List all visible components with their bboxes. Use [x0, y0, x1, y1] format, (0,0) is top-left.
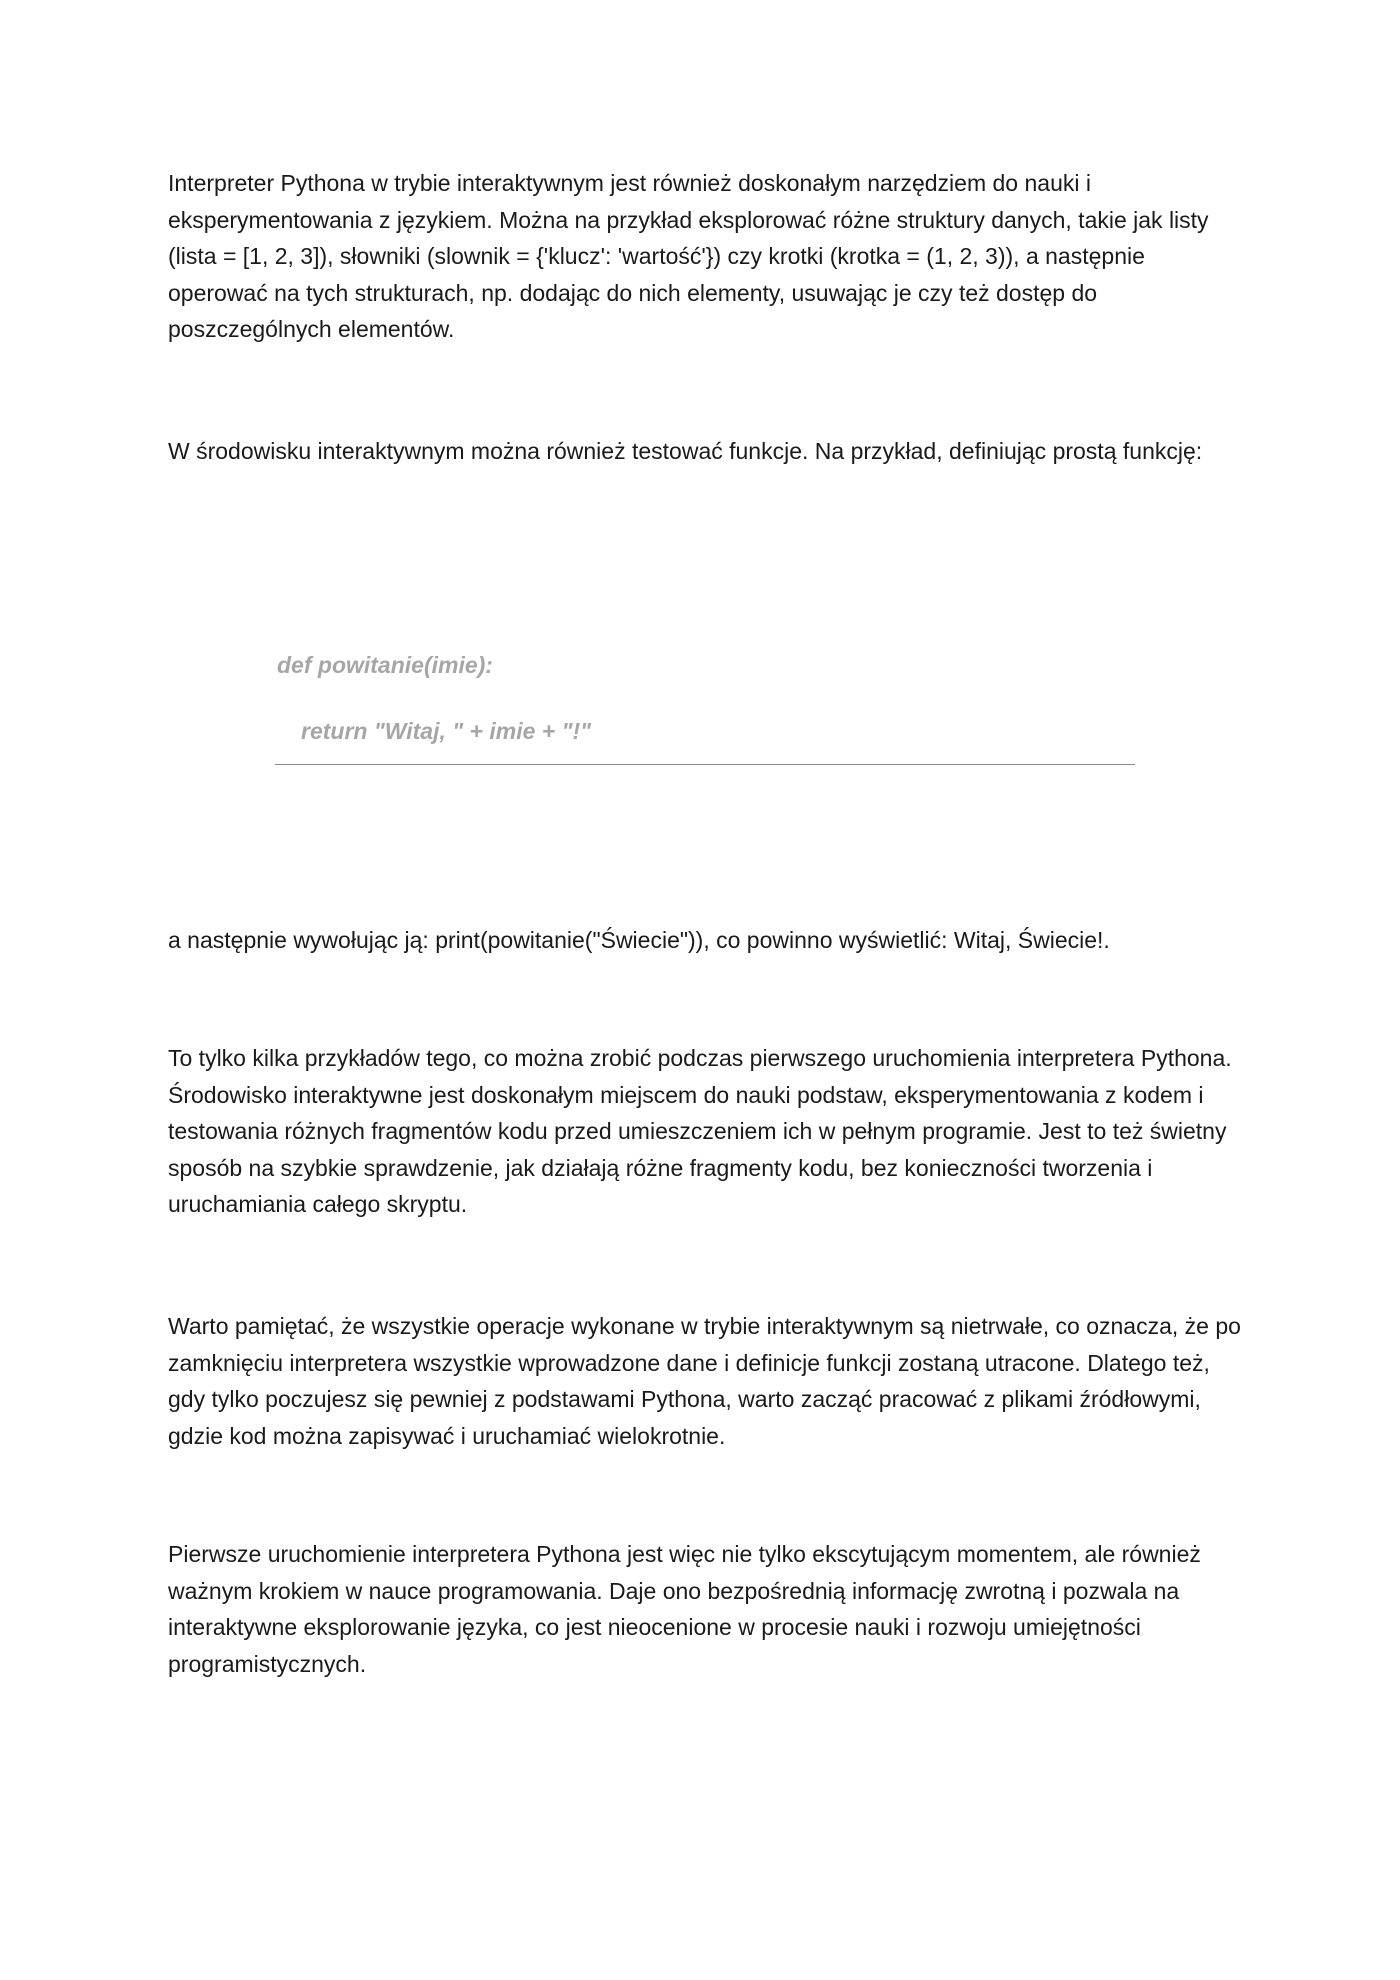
paragraph-examples-summary: To tylko kilka przykładów tego, co można zrobić podczas pierwszego uruchomienia interpretera Pythona. Środowisko interaktywne jest doskonałym miejscem do nauki podstaw, eksperymentowania z kodem i testowania różnych fragmentów kodu przed umieszczeniem ich w pełnym programie. Jest to też świetny sposób na szybkie sprawdzenie, jak działają różne fragmenty kodu, bez konieczności tworzenia i uruchamiania całego skryptu. — [168, 1045, 1232, 1217]
code-line-def: def powitanie(imie): — [277, 652, 493, 678]
paragraph-nonpersistent-warning: Warto pamiętać, że wszystkie operacje wykonane w trybie interaktywnym są nietrwałe, co oznacza, że po zamknięciu interpretera wszystkie wprowadzone dane i definicje funkcji zostaną utracone. Dlatego też, gdy tylko poczujesz się pewniej z podstawami Pythona, warto zacząć pracować z plikami źródłowymi, gdzie kod można zapisywać i uruchamiać wielokrotnie. — [168, 1313, 1241, 1449]
paragraph-data-structures: Interpreter Pythona w trybie interaktywnym jest również doskonałym narzędziem do nauki i eksperymentowania z językiem. Można na przykład eksplorować różne struktury danych, takie jak listy (lista = [1, 2, 3]), słowniki (slownik = {'klucz': 'wartość'}) czy krotki (krotka = (1, 2, 3)), a następnie operować na tych strukturach, np. dodając do nich elementy, usuwając je czy też dostęp do poszczególnych elementów. — [168, 170, 1209, 342]
code-line-return: return "Witaj, " + imie + "!" — [301, 718, 592, 744]
code-block — [275, 648, 1135, 768]
paragraph-conclusion: Pierwsze uruchomienie interpretera Pythona jest więc nie tylko ekscytującym momentem, ale również ważnym krokiem w nauce programowania. Daje ono bezpośrednią informację zwrotną i pozwala na interaktywne eksplorowanie języka, co jest nieocenione w procesie nauki i rozwoju umiejętności programistycznych. — [168, 1541, 1201, 1677]
paragraph-testing-functions: W środowisku interaktywnym można również testować funkcje. Na przykład, definiując prostą funkcję: — [168, 438, 1203, 464]
code-block-divider — [275, 764, 1135, 765]
paragraph-function-call: a następnie wywołując ją: print(powitanie("Świecie")), co powinno wyświetlić: Witaj, Świecie!. — [168, 927, 1110, 953]
